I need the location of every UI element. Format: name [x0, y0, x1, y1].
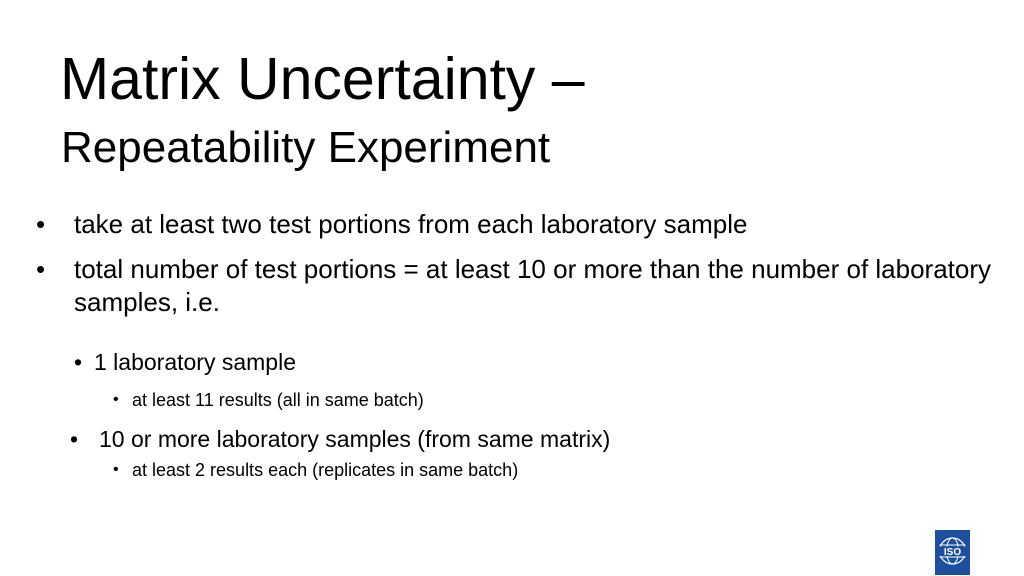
sub-sub-bullet-text: at least 2 results each (replicates in same batch) — [132, 460, 519, 480]
bullet-marker: • — [113, 461, 119, 478]
bullet-marker: • — [113, 391, 119, 408]
bullet-text: take at least two test portions from each laboratory sample — [74, 209, 748, 239]
sub-sub-bullet-text: at least 11 results (all in same batch) — [132, 390, 424, 410]
bullet-marker: • — [36, 254, 46, 284]
bullet-marker: • — [36, 209, 46, 239]
bullet-item — [36, 208, 1016, 240]
iso-logo-text: ISO — [943, 547, 962, 558]
sub-sub-bullet-item — [113, 458, 518, 482]
bullet-marker: • — [74, 349, 83, 375]
bullet-text: total number of test portions = at least 10 or more than the number of laboratory samples, i.e. — [74, 254, 992, 317]
sub-bullet-text: 10 or more laboratory samples (from same matrix) — [99, 426, 611, 452]
iso-logo — [935, 530, 970, 575]
slide-title: Matrix Uncertainty – — [60, 46, 585, 112]
sub-bullet-item — [70, 424, 610, 454]
sub-bullet-text: 1 laboratory sample — [94, 349, 296, 375]
bullet-marker: • — [70, 426, 79, 452]
slide-subtitle: Repeatability Experiment — [61, 123, 551, 172]
sub-bullet-item — [74, 347, 296, 377]
sub-sub-bullet-item — [113, 388, 424, 412]
iso-logo-icon — [935, 530, 970, 575]
bullet-item — [36, 253, 1021, 319]
